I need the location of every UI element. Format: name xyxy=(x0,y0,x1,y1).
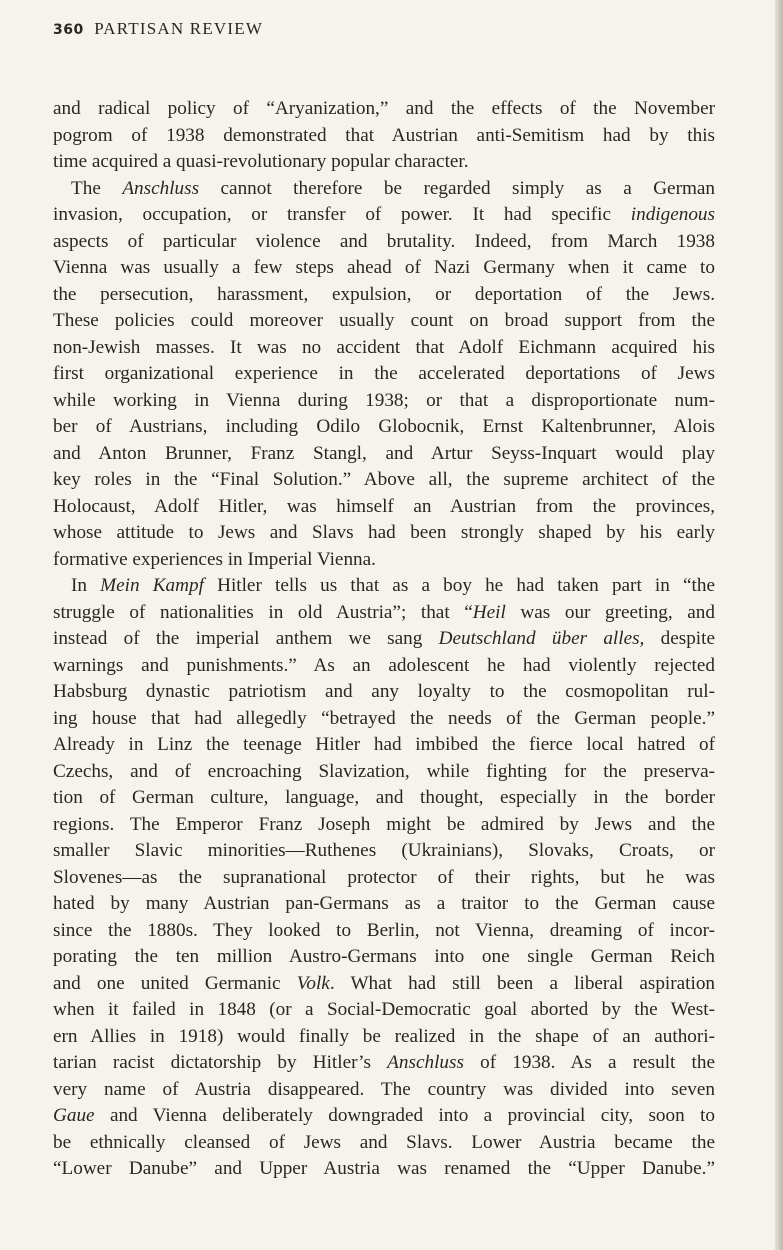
text-line xyxy=(53,1077,715,1104)
text-line xyxy=(53,361,715,388)
italic-text: Anschluss xyxy=(122,177,200,199)
text-line xyxy=(53,812,715,839)
running-head xyxy=(53,19,263,39)
text-segment: since the 1880s. They looked to Berlin, not Vienna, dreaming of incor- xyxy=(53,919,715,941)
text-segment: pogrom of 1938 demonstrated that Austrian anti-Semitism had by this xyxy=(53,124,715,146)
text-line xyxy=(53,732,715,759)
body-text xyxy=(53,96,715,1183)
text-segment: was our greeting, and xyxy=(505,601,715,623)
text-segment: aspects of particular violence and brutality. Indeed, from March 1938 xyxy=(53,230,715,252)
text-line xyxy=(53,441,715,468)
text-line xyxy=(53,96,715,123)
text-segment: Holocaust, Adolf Hitler, was himself an Austrian from the provinces, xyxy=(53,495,715,517)
text-segment: despite xyxy=(644,628,715,649)
text-segment: ing house that had allegedly “betrayed the needs of the German people.” xyxy=(53,707,715,729)
text-line xyxy=(53,891,715,918)
text-segment: invasion, occupation, or transfer of power. It had specific xyxy=(53,204,631,225)
text-segment: “Lower Danube” and Upper Austria was renamed the “Upper Danube.” xyxy=(53,1158,715,1179)
text-line xyxy=(53,1024,715,1051)
text-line xyxy=(53,467,715,494)
text-segment: Czechs, and of encroaching Slavization, while fighting for the preserva- xyxy=(53,760,715,782)
text-segment: In xyxy=(71,575,101,596)
text-line xyxy=(53,759,715,786)
text-segment: whose attitude to Jews and Slavs had been strongly shaped by his early xyxy=(53,522,715,543)
text-line xyxy=(53,918,715,945)
text-segment: be ethnically cleansed of Jews and Slavs. Lower Austria became the xyxy=(53,1131,715,1153)
text-line xyxy=(53,600,715,627)
text-segment: and Anton Brunner, Franz Stangl, and Artur Seyss-Inquart would play xyxy=(53,442,715,464)
text-segment: when it failed in 1848 (or a Social-Democratic goal aborted by the West- xyxy=(53,999,715,1020)
text-line xyxy=(53,123,715,150)
page-edge-shadow xyxy=(775,0,783,1250)
text-line xyxy=(53,176,715,203)
text-line xyxy=(53,971,715,998)
text-line xyxy=(53,414,715,441)
text-segment: and Vienna deliberately downgraded into a provincial city, soon to xyxy=(94,1105,715,1126)
text-segment: smaller Slavic minorities—Ruthenes (Ukrainians), Slovaks, Croats, or xyxy=(53,840,715,861)
text-line xyxy=(53,626,715,653)
text-segment: Already in Linz the teenage Hitler had imbibed the fierce local hatred of xyxy=(53,734,715,755)
text-line xyxy=(53,944,715,971)
text-segment: first organizational experience in the accelerated deportations of Jews xyxy=(53,363,715,384)
text-line xyxy=(53,1103,715,1130)
text-line xyxy=(53,865,715,892)
text-segment: ern Allies in 1918) would finally be realized in the shape of an authori- xyxy=(53,1025,715,1047)
text-segment: tion of German culture, language, and thought, especially in the border xyxy=(53,787,715,808)
text-segment: ber of Austrians, including Odilo Globocnik, Ernst Kaltenbrunner, Alois xyxy=(53,416,715,437)
text-segment: very name of Austria disappeared. The country was divided into seven xyxy=(53,1078,715,1100)
text-line xyxy=(53,1050,715,1077)
journal-title: PARTISAN REVIEW xyxy=(94,19,264,38)
text-segment: and one united Germanic xyxy=(53,972,297,994)
text-line xyxy=(53,653,715,680)
italic-text: Mein Kampf xyxy=(100,575,204,596)
text-segment: non-Jewish masses. It was no accident that Adolf Eichmann acquired his xyxy=(53,336,715,358)
text-segment: of 1938. As a result the xyxy=(463,1052,715,1073)
italic-text: Deutschland über alles, xyxy=(438,628,645,649)
text-line xyxy=(53,520,715,547)
text-line xyxy=(53,573,715,600)
italic-text: Anschluss xyxy=(387,1052,464,1073)
text-segment: These policies could moreover usually count on broad support from the xyxy=(53,310,715,331)
text-segment: regions. The Emperor Franz Joseph might be admired by Jews and the xyxy=(53,813,715,835)
text-segment: and radical policy of “Aryanization,” and the effects of the November xyxy=(53,98,715,119)
italic-text: Volk xyxy=(296,972,330,994)
text-line xyxy=(53,229,715,256)
text-segment: struggle of nationalities in old Austria”; that “ xyxy=(53,601,473,623)
text-line xyxy=(53,785,715,812)
text-segment: The xyxy=(71,177,123,199)
italic-text: Heil xyxy=(472,601,506,623)
text-segment: cannot therefore be regarded simply as a German xyxy=(199,177,715,199)
text-segment: Slovenes—as the supranational protector of their rights, but he was xyxy=(53,866,715,888)
text-segment: . What had still been a liberal aspiration xyxy=(329,972,716,994)
text-segment: while working in Vienna during 1938; or that a disproportionate num- xyxy=(53,389,715,411)
text-line xyxy=(53,1130,715,1157)
text-segment: porating the ten million Austro-Germans into one single German Reich xyxy=(53,946,715,967)
text-line xyxy=(53,706,715,733)
text-segment: Habsburg dynastic patriotism and any loyalty to the cosmopolitan rul- xyxy=(53,681,715,702)
text-segment: warnings and punishments.” As an adolescent he had violently rejected xyxy=(53,654,715,676)
text-segment: instead of the imperial anthem we sang xyxy=(53,628,439,649)
text-segment: formative experiences in Imperial Vienna. xyxy=(53,548,376,570)
text-segment: key roles in the “Final Solution.” Above all, the supreme architect of the xyxy=(53,469,715,490)
page-number: 360 xyxy=(53,22,84,38)
text-line xyxy=(53,838,715,865)
text-segment: the persecution, harassment, expulsion, or deportation of the Jews. xyxy=(53,283,715,305)
text-line xyxy=(53,997,715,1024)
text-line xyxy=(53,1156,715,1183)
text-line xyxy=(53,308,715,335)
italic-text: Gaue xyxy=(53,1105,95,1126)
text-line xyxy=(53,388,715,415)
text-line xyxy=(53,547,715,574)
text-line xyxy=(53,282,715,309)
text-segment: Vienna was usually a few steps ahead of Nazi Germany when it came to xyxy=(53,257,715,278)
text-segment: time acquired a quasi-revolutionary popular character. xyxy=(53,151,469,172)
text-segment: hated by many Austrian pan-Germans as a traitor to the German cause xyxy=(53,893,715,914)
text-segment: tarian racist dictatorship by Hitler’s xyxy=(53,1052,388,1073)
italic-text: indigenous xyxy=(630,204,715,225)
text-line xyxy=(53,202,715,229)
text-line xyxy=(53,255,715,282)
text-segment: Hitler tells us that as a boy he had taken part in “the xyxy=(203,575,715,596)
text-line xyxy=(53,679,715,706)
text-line xyxy=(53,335,715,362)
text-line xyxy=(53,149,715,176)
text-line xyxy=(53,494,715,521)
